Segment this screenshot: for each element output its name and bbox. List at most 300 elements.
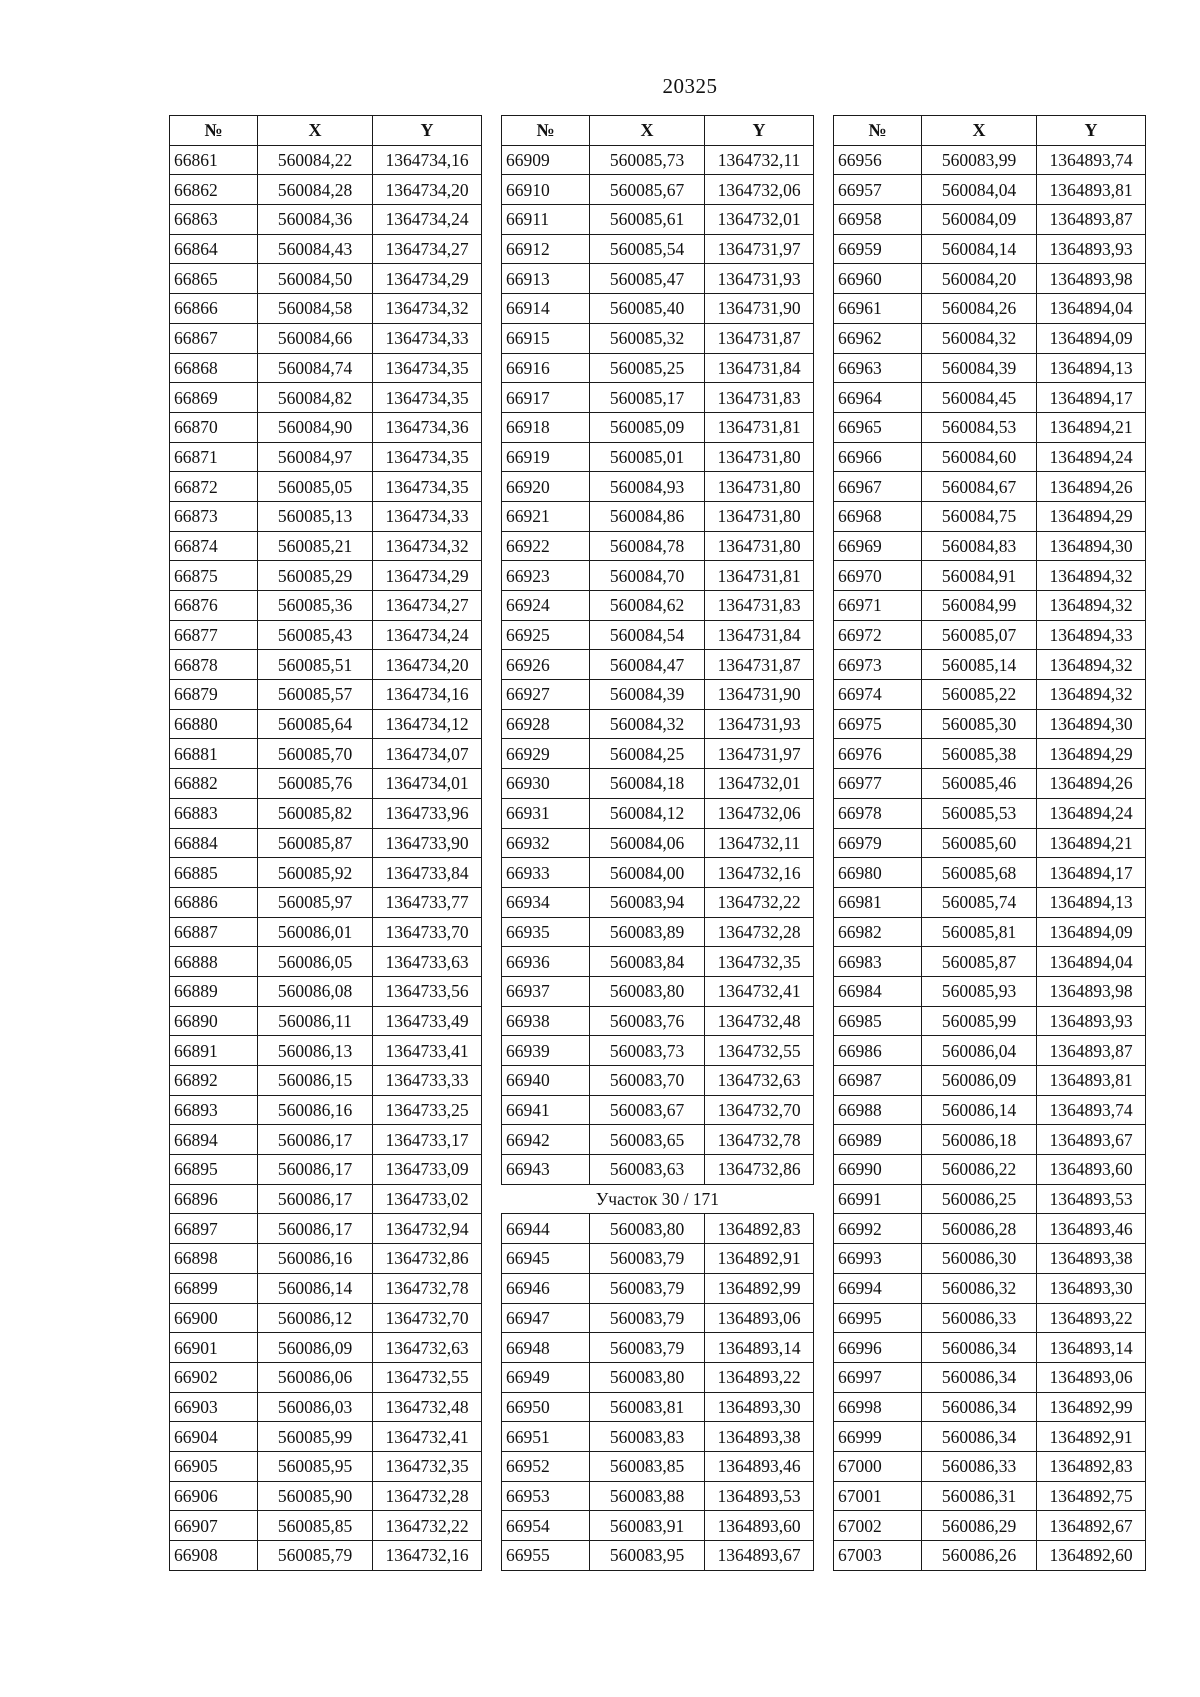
table-row xyxy=(170,1481,482,1511)
x-coordinate-cell: 560086,08 xyxy=(258,976,373,1006)
point-number-cell: 66878 xyxy=(170,650,258,680)
x-coordinate-cell: 560086,06 xyxy=(258,1362,373,1392)
point-number-cell: 66934 xyxy=(502,887,590,917)
point-number-cell: 66960 xyxy=(834,264,922,294)
table-row xyxy=(170,353,482,383)
x-coordinate-cell: 560086,16 xyxy=(258,1095,373,1125)
x-coordinate-cell: 560083,80 xyxy=(590,1214,705,1244)
y-coordinate-cell: 1364732,11 xyxy=(705,145,814,175)
table-row xyxy=(834,620,1146,650)
y-coordinate-cell: 1364732,86 xyxy=(705,1155,814,1185)
point-number-cell: 66987 xyxy=(834,1066,922,1096)
x-coordinate-cell: 560084,70 xyxy=(590,561,705,591)
table-row xyxy=(170,858,482,888)
y-coordinate-cell: 1364894,29 xyxy=(1037,501,1146,531)
x-coordinate-cell: 560085,87 xyxy=(258,828,373,858)
x-coordinate-cell: 560085,38 xyxy=(922,739,1037,769)
y-coordinate-cell: 1364894,04 xyxy=(1037,294,1146,324)
point-number-cell: 66950 xyxy=(502,1392,590,1422)
table-row xyxy=(170,323,482,353)
point-number-cell: 66935 xyxy=(502,917,590,947)
point-number-cell: 66920 xyxy=(502,472,590,502)
point-number-cell: 66975 xyxy=(834,709,922,739)
y-coordinate-cell: 1364733,41 xyxy=(373,1036,482,1066)
x-coordinate-cell: 560084,83 xyxy=(922,531,1037,561)
y-coordinate-cell: 1364892,91 xyxy=(705,1244,814,1274)
table-row xyxy=(834,1155,1146,1185)
x-coordinate-cell: 560085,05 xyxy=(258,472,373,502)
x-coordinate-cell: 560083,94 xyxy=(590,887,705,917)
table-row xyxy=(502,531,814,561)
point-number-cell: 66871 xyxy=(170,442,258,472)
point-number-cell: 67000 xyxy=(834,1451,922,1481)
table-row xyxy=(502,442,814,472)
point-number-cell: 66874 xyxy=(170,531,258,561)
point-number-cell: 66912 xyxy=(502,234,590,264)
y-coordinate-cell: 1364732,01 xyxy=(705,205,814,235)
table-row xyxy=(170,591,482,621)
x-coordinate-cell: 560084,66 xyxy=(258,323,373,353)
table-row xyxy=(170,383,482,413)
point-number-cell: 66901 xyxy=(170,1333,258,1363)
point-number-cell: 66883 xyxy=(170,798,258,828)
x-coordinate-cell: 560084,54 xyxy=(590,620,705,650)
table-row xyxy=(170,1362,482,1392)
point-number-cell: 67002 xyxy=(834,1511,922,1541)
table-row xyxy=(502,858,814,888)
column-header-y: Y xyxy=(1037,116,1146,146)
y-coordinate-cell: 1364734,24 xyxy=(373,620,482,650)
x-coordinate-cell: 560083,73 xyxy=(590,1036,705,1066)
table-body xyxy=(170,145,482,1570)
x-coordinate-cell: 560086,25 xyxy=(922,1184,1037,1214)
y-coordinate-cell: 1364731,80 xyxy=(705,442,814,472)
point-number-cell: 66965 xyxy=(834,412,922,442)
x-coordinate-cell: 560085,61 xyxy=(590,205,705,235)
x-coordinate-cell: 560086,33 xyxy=(922,1451,1037,1481)
y-coordinate-cell: 1364732,78 xyxy=(373,1273,482,1303)
point-number-cell: 66910 xyxy=(502,175,590,205)
point-number-cell: 66882 xyxy=(170,769,258,799)
point-number-cell: 66990 xyxy=(834,1155,922,1185)
table-row xyxy=(502,709,814,739)
table-row xyxy=(502,650,814,680)
x-coordinate-cell: 560086,11 xyxy=(258,1006,373,1036)
point-number-cell: 66936 xyxy=(502,947,590,977)
y-coordinate-cell: 1364893,98 xyxy=(1037,976,1146,1006)
point-number-cell: 66896 xyxy=(170,1184,258,1214)
x-coordinate-cell: 560083,70 xyxy=(590,1066,705,1096)
table-row xyxy=(170,947,482,977)
section-title: Участок 30 / 171 xyxy=(502,1184,814,1214)
x-coordinate-cell: 560083,65 xyxy=(590,1125,705,1155)
point-number-cell: 66930 xyxy=(502,769,590,799)
y-coordinate-cell: 1364893,60 xyxy=(1037,1155,1146,1185)
y-coordinate-cell: 1364894,26 xyxy=(1037,472,1146,502)
x-coordinate-cell: 560085,40 xyxy=(590,294,705,324)
table-row xyxy=(502,1333,814,1363)
point-number-cell: 66949 xyxy=(502,1362,590,1392)
x-coordinate-cell: 560084,47 xyxy=(590,650,705,680)
point-number-cell: 66928 xyxy=(502,709,590,739)
x-coordinate-cell: 560084,28 xyxy=(258,175,373,205)
table-row xyxy=(502,1244,814,1274)
point-number-cell: 66992 xyxy=(834,1214,922,1244)
coordinates-table-3 xyxy=(833,115,1146,1571)
point-number-cell: 66967 xyxy=(834,472,922,502)
y-coordinate-cell: 1364732,22 xyxy=(373,1511,482,1541)
x-coordinate-cell: 560086,34 xyxy=(922,1392,1037,1422)
point-number-cell: 66985 xyxy=(834,1006,922,1036)
y-coordinate-cell: 1364893,60 xyxy=(705,1511,814,1541)
point-number-cell: 66942 xyxy=(502,1125,590,1155)
y-coordinate-cell: 1364894,09 xyxy=(1037,323,1146,353)
y-coordinate-cell: 1364733,33 xyxy=(373,1066,482,1096)
point-number-cell: 66962 xyxy=(834,323,922,353)
x-coordinate-cell: 560084,67 xyxy=(922,472,1037,502)
y-coordinate-cell: 1364734,20 xyxy=(373,650,482,680)
x-coordinate-cell: 560086,14 xyxy=(922,1095,1037,1125)
x-coordinate-cell: 560086,16 xyxy=(258,1244,373,1274)
table-row xyxy=(834,1006,1146,1036)
table-row xyxy=(170,620,482,650)
y-coordinate-cell: 1364733,09 xyxy=(373,1155,482,1185)
column-header-x: X xyxy=(258,116,373,146)
x-coordinate-cell: 560085,53 xyxy=(922,798,1037,828)
point-number-cell: 66955 xyxy=(502,1541,590,1571)
table-row xyxy=(834,1422,1146,1452)
point-number-cell: 66961 xyxy=(834,294,922,324)
table-row xyxy=(834,264,1146,294)
y-coordinate-cell: 1364893,30 xyxy=(705,1392,814,1422)
y-coordinate-cell: 1364731,93 xyxy=(705,264,814,294)
point-number-cell: 66957 xyxy=(834,175,922,205)
y-coordinate-cell: 1364894,30 xyxy=(1037,709,1146,739)
point-number-cell: 66870 xyxy=(170,412,258,442)
y-coordinate-cell: 1364732,41 xyxy=(373,1422,482,1452)
y-coordinate-cell: 1364894,13 xyxy=(1037,353,1146,383)
table-row xyxy=(834,205,1146,235)
x-coordinate-cell: 560085,76 xyxy=(258,769,373,799)
point-number-cell: 66976 xyxy=(834,739,922,769)
x-coordinate-cell: 560085,60 xyxy=(922,828,1037,858)
y-coordinate-cell: 1364732,63 xyxy=(373,1333,482,1363)
table-row xyxy=(502,294,814,324)
x-coordinate-cell: 560086,22 xyxy=(922,1155,1037,1185)
point-number-cell: 66887 xyxy=(170,917,258,947)
point-number-cell: 66917 xyxy=(502,383,590,413)
table-row xyxy=(502,501,814,531)
table-row xyxy=(502,383,814,413)
table-row xyxy=(502,1095,814,1125)
y-coordinate-cell: 1364731,84 xyxy=(705,620,814,650)
point-number-cell: 66954 xyxy=(502,1511,590,1541)
x-coordinate-cell: 560086,30 xyxy=(922,1244,1037,1274)
x-coordinate-cell: 560085,99 xyxy=(922,1006,1037,1036)
x-coordinate-cell: 560086,18 xyxy=(922,1125,1037,1155)
table-row xyxy=(834,1036,1146,1066)
table-row xyxy=(834,858,1146,888)
table-row xyxy=(502,353,814,383)
y-coordinate-cell: 1364731,83 xyxy=(705,591,814,621)
x-coordinate-cell: 560085,93 xyxy=(922,976,1037,1006)
y-coordinate-cell: 1364734,29 xyxy=(373,264,482,294)
table-row xyxy=(834,591,1146,621)
x-coordinate-cell: 560083,89 xyxy=(590,917,705,947)
y-coordinate-cell: 1364732,55 xyxy=(373,1362,482,1392)
y-coordinate-cell: 1364731,93 xyxy=(705,709,814,739)
table-row xyxy=(834,1214,1146,1244)
table-row xyxy=(502,561,814,591)
table-row xyxy=(502,1006,814,1036)
table-header-row xyxy=(834,116,1146,146)
y-coordinate-cell: 1364732,94 xyxy=(373,1214,482,1244)
y-coordinate-cell: 1364734,33 xyxy=(373,501,482,531)
point-number-cell: 66973 xyxy=(834,650,922,680)
y-coordinate-cell: 1364894,32 xyxy=(1037,650,1146,680)
x-coordinate-cell: 560084,32 xyxy=(922,323,1037,353)
point-number-cell: 66865 xyxy=(170,264,258,294)
point-number-cell: 66861 xyxy=(170,145,258,175)
point-number-cell: 66894 xyxy=(170,1125,258,1155)
y-coordinate-cell: 1364734,35 xyxy=(373,353,482,383)
x-coordinate-cell: 560085,81 xyxy=(922,917,1037,947)
table-row xyxy=(502,145,814,175)
y-coordinate-cell: 1364732,48 xyxy=(373,1392,482,1422)
x-coordinate-cell: 560084,45 xyxy=(922,383,1037,413)
table-row xyxy=(502,1422,814,1452)
table-row xyxy=(834,1184,1146,1214)
table-row xyxy=(834,412,1146,442)
table-row xyxy=(502,234,814,264)
column-header-number: № xyxy=(502,116,590,146)
x-coordinate-cell: 560084,43 xyxy=(258,234,373,264)
x-coordinate-cell: 560083,95 xyxy=(590,1541,705,1571)
x-coordinate-cell: 560084,78 xyxy=(590,531,705,561)
x-coordinate-cell: 560085,85 xyxy=(258,1511,373,1541)
y-coordinate-cell: 1364893,67 xyxy=(1037,1125,1146,1155)
point-number-cell: 66862 xyxy=(170,175,258,205)
table-row xyxy=(502,1155,814,1185)
table-row xyxy=(170,680,482,710)
y-coordinate-cell: 1364894,21 xyxy=(1037,828,1146,858)
y-coordinate-cell: 1364892,83 xyxy=(705,1214,814,1244)
point-number-cell: 66888 xyxy=(170,947,258,977)
y-coordinate-cell: 1364894,26 xyxy=(1037,769,1146,799)
point-number-cell: 66914 xyxy=(502,294,590,324)
y-coordinate-cell: 1364731,81 xyxy=(705,561,814,591)
point-number-cell: 66994 xyxy=(834,1273,922,1303)
table-row xyxy=(834,1095,1146,1125)
x-coordinate-cell: 560086,29 xyxy=(922,1511,1037,1541)
x-coordinate-cell: 560083,79 xyxy=(590,1333,705,1363)
y-coordinate-cell: 1364894,13 xyxy=(1037,887,1146,917)
x-coordinate-cell: 560084,22 xyxy=(258,145,373,175)
point-number-cell: 66915 xyxy=(502,323,590,353)
table-row xyxy=(834,739,1146,769)
x-coordinate-cell: 560084,60 xyxy=(922,442,1037,472)
x-coordinate-cell: 560085,73 xyxy=(590,145,705,175)
x-coordinate-cell: 560086,26 xyxy=(922,1541,1037,1571)
x-coordinate-cell: 560083,84 xyxy=(590,947,705,977)
table-row xyxy=(170,234,482,264)
table-row xyxy=(834,947,1146,977)
x-coordinate-cell: 560086,13 xyxy=(258,1036,373,1066)
y-coordinate-cell: 1364732,78 xyxy=(705,1125,814,1155)
point-number-cell: 66895 xyxy=(170,1155,258,1185)
table-row xyxy=(170,501,482,531)
table-row xyxy=(170,264,482,294)
table-row xyxy=(170,709,482,739)
table-row xyxy=(834,175,1146,205)
x-coordinate-cell: 560085,57 xyxy=(258,680,373,710)
table-row xyxy=(170,412,482,442)
table-row xyxy=(834,1392,1146,1422)
table-row xyxy=(502,323,814,353)
x-coordinate-cell: 560086,17 xyxy=(258,1125,373,1155)
point-number-cell: 66876 xyxy=(170,591,258,621)
column-header-x: X xyxy=(922,116,1037,146)
point-number-cell: 66993 xyxy=(834,1244,922,1274)
point-number-cell: 66968 xyxy=(834,501,922,531)
table-row xyxy=(834,1244,1146,1274)
y-coordinate-cell: 1364894,21 xyxy=(1037,412,1146,442)
point-number-cell: 66922 xyxy=(502,531,590,561)
table-row xyxy=(834,1541,1146,1571)
y-coordinate-cell: 1364734,16 xyxy=(373,145,482,175)
x-coordinate-cell: 560086,05 xyxy=(258,947,373,977)
point-number-cell: 66929 xyxy=(502,739,590,769)
table-row xyxy=(834,1303,1146,1333)
point-number-cell: 66921 xyxy=(502,501,590,531)
point-number-cell: 66926 xyxy=(502,650,590,680)
point-number-cell: 66863 xyxy=(170,205,258,235)
table-row xyxy=(170,175,482,205)
x-coordinate-cell: 560085,13 xyxy=(258,501,373,531)
table-row xyxy=(834,472,1146,502)
y-coordinate-cell: 1364731,81 xyxy=(705,412,814,442)
y-coordinate-cell: 1364733,02 xyxy=(373,1184,482,1214)
table-row xyxy=(502,1125,814,1155)
point-number-cell: 66958 xyxy=(834,205,922,235)
point-number-cell: 66940 xyxy=(502,1066,590,1096)
x-coordinate-cell: 560083,80 xyxy=(590,976,705,1006)
y-coordinate-cell: 1364893,74 xyxy=(1037,145,1146,175)
point-number-cell: 66918 xyxy=(502,412,590,442)
point-number-cell: 66998 xyxy=(834,1392,922,1422)
y-coordinate-cell: 1364732,06 xyxy=(705,175,814,205)
table-row xyxy=(834,709,1146,739)
x-coordinate-cell: 560084,62 xyxy=(590,591,705,621)
x-coordinate-cell: 560086,09 xyxy=(258,1333,373,1363)
x-coordinate-cell: 560086,14 xyxy=(258,1273,373,1303)
table-row xyxy=(834,1333,1146,1363)
table-row xyxy=(502,976,814,1006)
table-row xyxy=(170,1303,482,1333)
table-row xyxy=(502,769,814,799)
point-number-cell: 66974 xyxy=(834,680,922,710)
y-coordinate-cell: 1364731,90 xyxy=(705,680,814,710)
table-row xyxy=(170,472,482,502)
point-number-cell: 66897 xyxy=(170,1214,258,1244)
x-coordinate-cell: 560084,90 xyxy=(258,412,373,442)
point-number-cell: 66983 xyxy=(834,947,922,977)
point-number-cell: 66972 xyxy=(834,620,922,650)
point-number-cell: 66938 xyxy=(502,1006,590,1036)
table-row xyxy=(502,1481,814,1511)
point-number-cell: 66899 xyxy=(170,1273,258,1303)
x-coordinate-cell: 560084,00 xyxy=(590,858,705,888)
y-coordinate-cell: 1364732,16 xyxy=(705,858,814,888)
table-row xyxy=(170,1273,482,1303)
x-coordinate-cell: 560085,01 xyxy=(590,442,705,472)
y-coordinate-cell: 1364734,36 xyxy=(373,412,482,442)
y-coordinate-cell: 1364893,38 xyxy=(705,1422,814,1452)
point-number-cell: 66879 xyxy=(170,680,258,710)
x-coordinate-cell: 560086,09 xyxy=(922,1066,1037,1096)
y-coordinate-cell: 1364893,38 xyxy=(1037,1244,1146,1274)
y-coordinate-cell: 1364734,33 xyxy=(373,323,482,353)
table-row xyxy=(170,1422,482,1452)
table-row xyxy=(170,887,482,917)
point-number-cell: 66963 xyxy=(834,353,922,383)
y-coordinate-cell: 1364893,98 xyxy=(1037,264,1146,294)
table-row xyxy=(502,1392,814,1422)
point-number-cell: 66977 xyxy=(834,769,922,799)
y-coordinate-cell: 1364732,35 xyxy=(373,1451,482,1481)
y-coordinate-cell: 1364893,87 xyxy=(1037,205,1146,235)
y-coordinate-cell: 1364893,22 xyxy=(1037,1303,1146,1333)
x-coordinate-cell: 560084,04 xyxy=(922,175,1037,205)
point-number-cell: 66932 xyxy=(502,828,590,858)
y-coordinate-cell: 1364893,81 xyxy=(1037,1066,1146,1096)
y-coordinate-cell: 1364894,09 xyxy=(1037,917,1146,947)
y-coordinate-cell: 1364733,25 xyxy=(373,1095,482,1125)
x-coordinate-cell: 560083,81 xyxy=(590,1392,705,1422)
point-number-cell: 66970 xyxy=(834,561,922,591)
table-row xyxy=(834,1481,1146,1511)
y-coordinate-cell: 1364894,24 xyxy=(1037,442,1146,472)
table-row xyxy=(834,1362,1146,1392)
point-number-cell: 66907 xyxy=(170,1511,258,1541)
x-coordinate-cell: 560085,99 xyxy=(258,1422,373,1452)
table-row xyxy=(170,1511,482,1541)
point-number-cell: 66872 xyxy=(170,472,258,502)
x-coordinate-cell: 560085,14 xyxy=(922,650,1037,680)
x-coordinate-cell: 560085,30 xyxy=(922,709,1037,739)
x-coordinate-cell: 560084,99 xyxy=(922,591,1037,621)
table-row xyxy=(834,828,1146,858)
x-coordinate-cell: 560083,88 xyxy=(590,1481,705,1511)
y-coordinate-cell: 1364733,17 xyxy=(373,1125,482,1155)
point-number-cell: 66982 xyxy=(834,917,922,947)
x-coordinate-cell: 560086,04 xyxy=(922,1036,1037,1066)
y-coordinate-cell: 1364734,01 xyxy=(373,769,482,799)
x-coordinate-cell: 560085,47 xyxy=(590,264,705,294)
y-coordinate-cell: 1364732,63 xyxy=(705,1066,814,1096)
y-coordinate-cell: 1364893,22 xyxy=(705,1362,814,1392)
section-row xyxy=(502,1184,814,1214)
column-header-number: № xyxy=(834,116,922,146)
x-coordinate-cell: 560085,92 xyxy=(258,858,373,888)
y-coordinate-cell: 1364731,80 xyxy=(705,501,814,531)
y-coordinate-cell: 1364893,46 xyxy=(1037,1214,1146,1244)
x-coordinate-cell: 560084,09 xyxy=(922,205,1037,235)
x-coordinate-cell: 560085,54 xyxy=(590,234,705,264)
point-number-cell: 66997 xyxy=(834,1362,922,1392)
x-coordinate-cell: 560086,33 xyxy=(922,1303,1037,1333)
y-coordinate-cell: 1364894,33 xyxy=(1037,620,1146,650)
